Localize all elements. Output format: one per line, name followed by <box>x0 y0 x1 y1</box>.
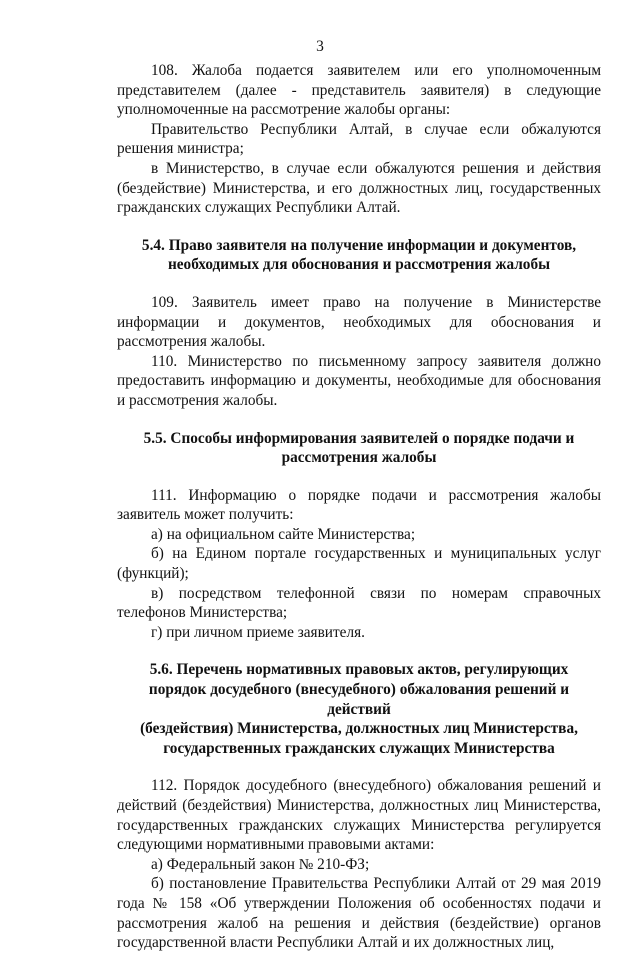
section-heading-5-6-line-4: государственных гражданских служащих Министерства <box>163 739 555 757</box>
paragraph-111: 111. Информацию о порядке подачи и рассмотрения жалобы заявитель может получить: <box>117 486 601 524</box>
section-heading-5-5 <box>117 429 601 468</box>
paragraph-111-item-d: г) при личном приеме заявителя. <box>151 623 365 641</box>
section-heading-5-6-line-3: (бездействия) Министерства, должностных лиц Министерства, <box>140 720 578 738</box>
paragraph-109: 109. Заявитель имеет право на получение в Министерстве информации и документов, необходимых для обоснования и рассмотрения жалобы. <box>117 293 601 351</box>
section-heading-5-4-line-1: 5.4. Право заявителя на получение информации и документов, <box>141 236 577 254</box>
page-number: 3 <box>316 38 324 55</box>
section-heading-5-6-line-2: порядок досудебного (внесудебного) обжалования решений и действий <box>148 681 570 718</box>
paragraph-110: 110. Министерство по письменному запросу заявителя должно предоставить информацию и документы, необходимые для обоснования и рассмотрения жалобы. <box>117 352 601 409</box>
paragraph-111-item-a: а) на официальном сайте Министерства; <box>151 525 416 543</box>
paragraph-112-item-b: б) постановление Правительства Республики Алтай от 29 мая 2019 года № 158 «Об утверждении Положения об особенностях подачи и рассмотрения жалоб на решения и действия (бездействие) органов государственной власти Республики Алтай и их должностных лиц, <box>117 875 601 952</box>
section-heading-5-5-line-1: 5.5. Способы информирования заявителей о порядке подачи и <box>143 429 575 447</box>
paragraph-108-item-government: Правительство Республики Алтай, в случае если обжалуются решения министра; <box>117 120 601 158</box>
paragraph-112-item-a: а) Федеральный закон № 210-ФЗ; <box>151 855 370 873</box>
paragraph-111-item-b: б) на Едином портале государственных и муниципальных услуг (функций); <box>117 545 601 583</box>
paragraph-112: 112. Порядок досудебного (внесудебного) обжалования решений и действий (бездействия) Министерства, должностных лиц Министерства, государственных гражданских служащих Министерства регулируется следующими нормативными правовыми актами: <box>117 777 601 854</box>
paragraph-111-item-c: в) посредством телефонной связи по номерам справочных телефонов Министерства; <box>117 584 601 622</box>
section-heading-5-6-line-1: 5.6. Перечень нормативных правовых актов, регулирующих <box>149 661 569 679</box>
section-heading-5-5-line-2: рассмотрения жалобы <box>281 449 437 467</box>
paragraph-108: 108. Жалоба подается заявителем или его уполномоченным представителем (далее - представитель заявителя) в следующие уполномоченные на рассмотрение жалобы органы: <box>117 62 601 119</box>
paragraph-108-item-ministry: в Министерство, в случае если обжалуются решения и действия (бездействие) Министерства, и его должностных лиц, государственных гражданских служащих Республики Алтай. <box>117 159 601 217</box>
section-heading-5-4-line-2: необходимых для обоснования и рассмотрения жалобы <box>167 256 551 274</box>
section-heading-5-4 <box>117 236 601 275</box>
document-body <box>117 61 601 953</box>
section-heading-5-6 <box>117 660 601 758</box>
